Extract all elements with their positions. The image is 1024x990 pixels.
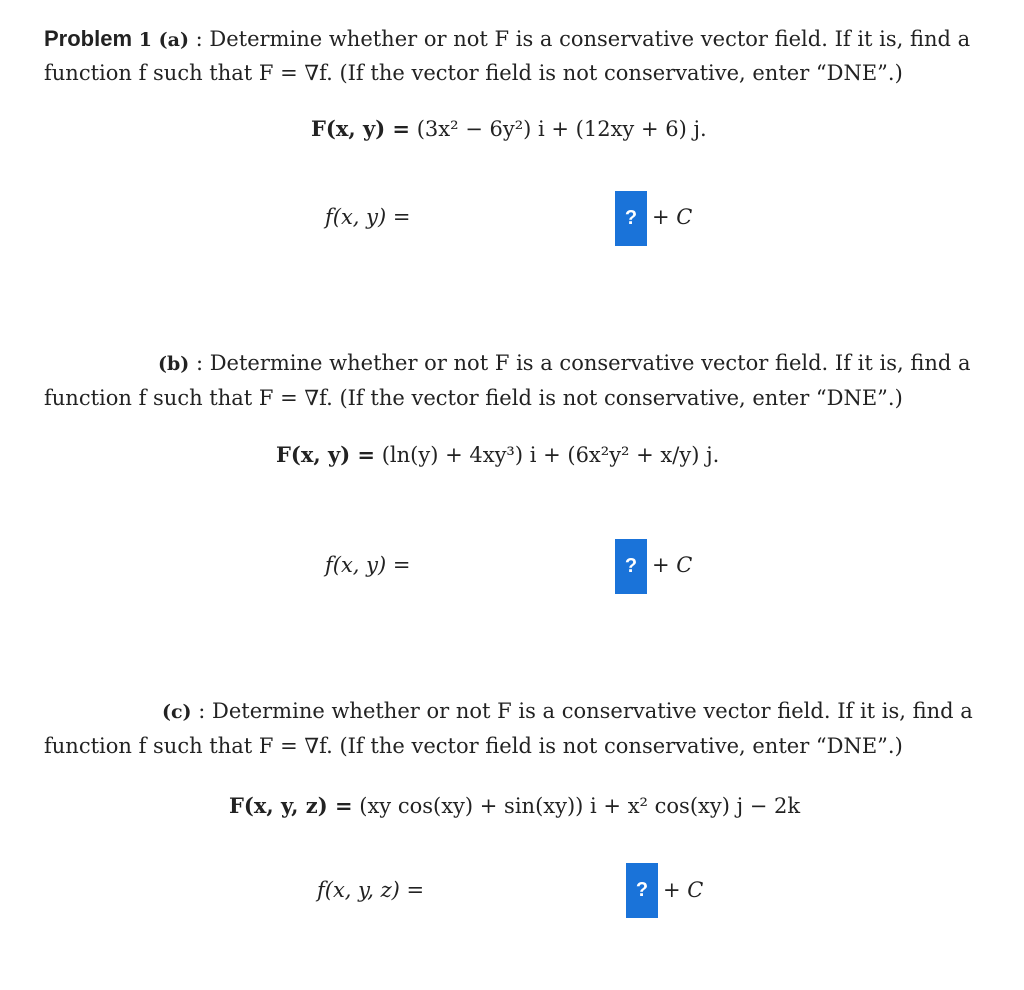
- part-c-instruction-text: Determine whether or not F is a conservative vector field. If it is, find a: [212, 699, 973, 723]
- part-a-field-rhs: (3x² − 6y²) i + (12xy + 6) j.: [416, 117, 707, 141]
- part-a-plus-c: + C: [652, 205, 693, 229]
- part-b-plus-c: + C: [652, 553, 693, 577]
- part-a-answer-lhs: f(x, y) =: [325, 205, 411, 229]
- part-a-instruction-text: Determine whether or not F is a conservative vector field. If it is, find a: [209, 27, 971, 51]
- part-b-instruction-text: Determine whether or not F is a conservative vector field. If it is, find a: [209, 351, 971, 375]
- part-a-label: (a): [158, 29, 189, 51]
- part-b-vector-field: [276, 442, 719, 467]
- part-b-field-lhs: F(x, y) =: [276, 442, 376, 467]
- part-b-instruction-line2: function f such that F = ∇f. (If the vector field is not conservative, enter “DNE”.): [44, 386, 903, 410]
- part-b-answer-lhs: f(x, y) =: [325, 553, 411, 577]
- part-b-field-rhs: (ln(y) + 4xy³) i + (6x²y² + x/y) j.: [381, 443, 720, 467]
- part-a-vector-field: [311, 116, 707, 141]
- part-c-field-rhs: (xy cos(xy) + sin(xy)) i + x² cos(xy) j − 2k: [359, 794, 801, 818]
- part-c-answer-lhs: f(x, y, z) =: [317, 878, 425, 902]
- part-a-field-lhs: F(x, y) =: [311, 116, 411, 141]
- part-a-instruction-line2: function f such that F = ∇f. (If the vector field is not conservative, enter “DNE”.): [44, 61, 903, 85]
- part-b-instruction-line1: (b) : Determine whether or not F is a conservative vector field. If it is, find a: [158, 351, 971, 375]
- part-c-label: (c): [162, 701, 192, 723]
- part-c-answer-button[interactable]: ?: [626, 863, 658, 918]
- part-c-plus-c: + C: [663, 878, 704, 902]
- part-a-answer-button[interactable]: ?: [615, 191, 647, 246]
- part-b-label: (b): [158, 353, 190, 375]
- problem-number: 1: [138, 29, 152, 51]
- problem-heading: Problem: [44, 26, 133, 51]
- part-c-vector-field: [229, 793, 800, 818]
- part-c-instruction-line2: function f such that F = ∇f. (If the vector field is not conservative, enter “DNE”.): [44, 734, 903, 758]
- part-c-instruction-line1: (c) : Determine whether or not F is a conservative vector field. If it is, find a: [162, 699, 973, 723]
- part-b-answer-button[interactable]: ?: [615, 539, 647, 594]
- part-c-field-lhs: F(x, y, z) =: [229, 793, 353, 818]
- part-a-instruction-line1: Problem 1 (a) : Determine whether or not F is a conservative vector field. If it is, find a: [44, 26, 971, 51]
